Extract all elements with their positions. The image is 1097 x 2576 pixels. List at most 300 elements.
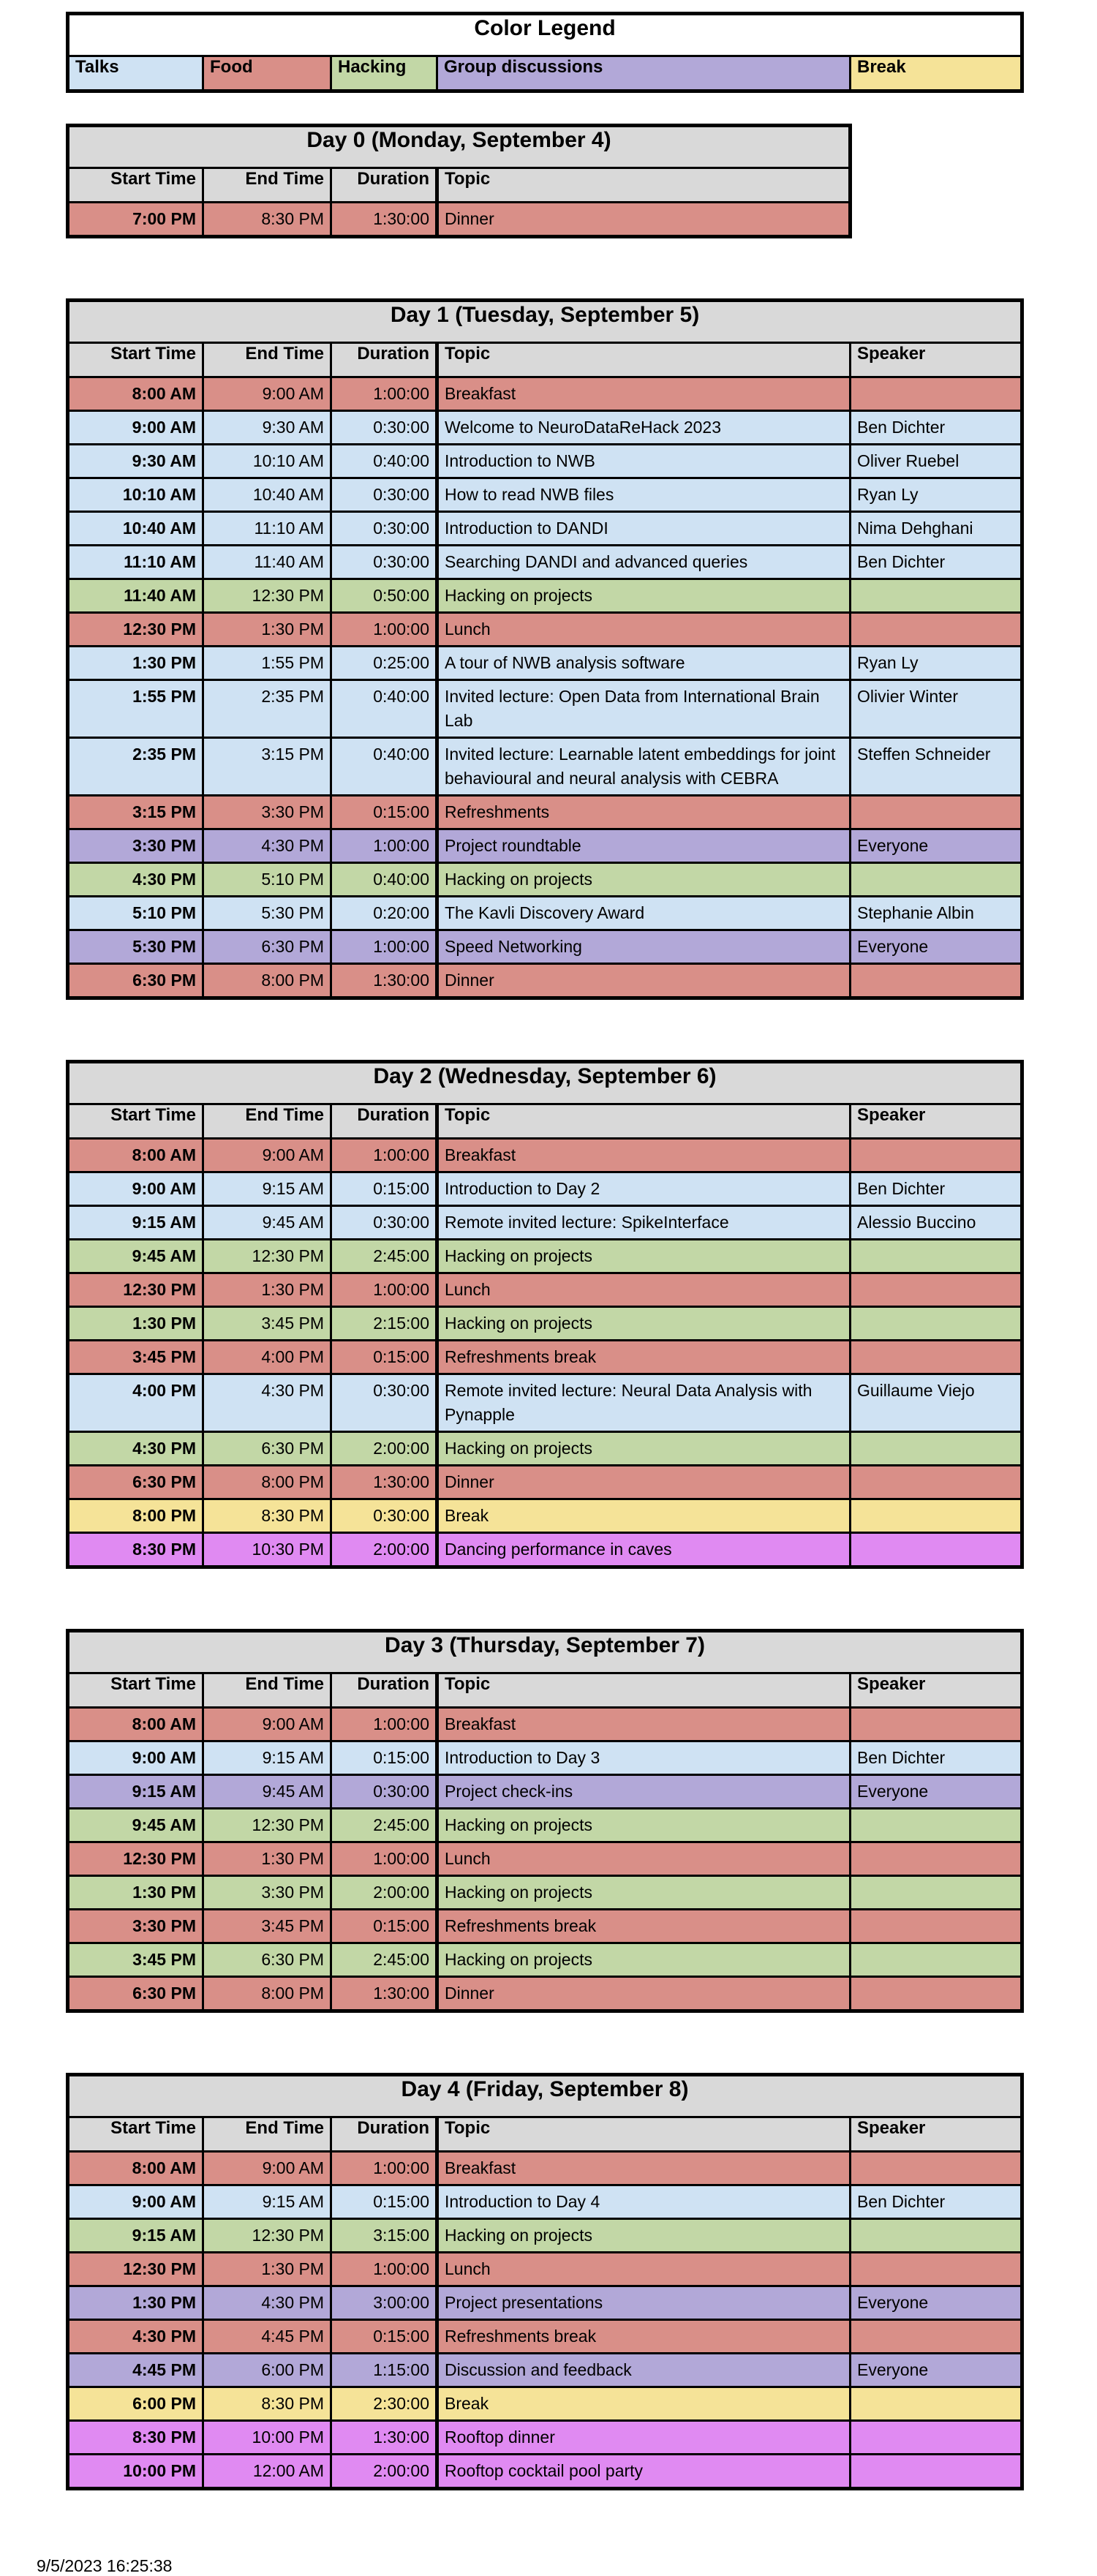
day-table-4 [66,2073,1024,2490]
duration-cell: 1:00:00 [331,829,437,863]
schedule-row [68,964,1022,998]
schedule-row [68,1432,1022,1466]
topic-cell: Dinner [437,964,851,998]
speaker-cell [851,1432,1022,1466]
end-cell: 3:15 PM [203,738,331,796]
topic-cell: Break [437,2387,851,2421]
topic-cell: Project presentations [437,2286,851,2320]
schedule-row [68,1910,1022,1943]
schedule-row [68,1708,1022,1741]
speaker-cell: Nima Dehghani [851,512,1022,546]
day-title: Day 0 (Monday, September 4) [68,126,851,168]
speaker-cell [851,2387,1022,2421]
schedule-row [68,1139,1022,1172]
duration-cell: 1:00:00 [331,1708,437,1741]
start-cell: 7:00 PM [68,203,203,237]
end-cell: 12:30 PM [203,579,331,613]
start-cell: 9:15 AM [68,2219,203,2253]
start-cell: 9:00 AM [68,1741,203,1775]
column-header-topic: Topic [437,168,851,203]
duration-cell: 0:15:00 [331,1172,437,1206]
end-cell: 11:40 AM [203,546,331,579]
column-header-topic: Topic [437,1104,851,1139]
topic-cell: Lunch [437,2253,851,2286]
duration-cell: 0:40:00 [331,445,437,478]
topic-cell: Welcome to NeuroDataReHack 2023 [437,411,851,445]
speaker-cell [851,964,1022,998]
duration-cell: 1:30:00 [331,964,437,998]
end-cell: 6:30 PM [203,930,331,964]
speaker-cell [851,579,1022,613]
column-header-row [68,343,1022,377]
topic-cell: Remote invited lecture: Neural Data Analysis with Pynapple [437,1374,851,1432]
duration-cell: 2:30:00 [331,2387,437,2421]
speaker-cell [851,2421,1022,2455]
topic-cell: Break [437,1499,851,1533]
schedule-row [68,1307,1022,1341]
duration-cell: 2:15:00 [331,1307,437,1341]
end-cell: 1:30 PM [203,2253,331,2286]
topic-cell: Dinner [437,1977,851,2011]
end-cell: 8:00 PM [203,964,331,998]
topic-cell: Rooftop cocktail pool party [437,2455,851,2489]
start-cell: 2:35 PM [68,738,203,796]
end-cell: 9:30 AM [203,411,331,445]
speaker-cell: Ben Dichter [851,411,1022,445]
duration-cell: 0:50:00 [331,579,437,613]
schedule-row [68,512,1022,546]
speaker-cell: Guillaume Viejo [851,1374,1022,1432]
start-cell: 4:30 PM [68,2320,203,2354]
schedule-row [68,1842,1022,1876]
end-cell: 9:00 AM [203,1708,331,1741]
end-cell: 3:45 PM [203,1307,331,1341]
duration-cell: 0:30:00 [331,546,437,579]
column-header-speaker: Speaker [851,343,1022,377]
schedule-row [68,1977,1022,2011]
legend-item-discussions: Group discussions [437,56,851,91]
start-cell: 8:00 AM [68,1708,203,1741]
topic-cell: Hacking on projects [437,2219,851,2253]
schedule-row [68,1499,1022,1533]
speaker-cell: Everyone [851,829,1022,863]
color-legend-table [66,12,1024,93]
speaker-cell [851,863,1022,897]
speaker-cell [851,1876,1022,1910]
duration-cell: 3:15:00 [331,2219,437,2253]
speaker-cell [851,377,1022,411]
duration-cell: 0:25:00 [331,647,437,680]
end-cell: 9:15 AM [203,1741,331,1775]
column-header-end: End Time [203,1104,331,1139]
start-cell: 1:30 PM [68,1876,203,1910]
start-cell: 8:00 PM [68,1499,203,1533]
schedule-row [68,2455,1022,2489]
topic-cell: Refreshments [437,796,851,829]
column-header-duration: Duration [331,1673,437,1708]
schedule-row [68,2253,1022,2286]
column-header-start: Start Time [68,1673,203,1708]
duration-cell: 1:30:00 [331,203,437,237]
duration-cell: 2:00:00 [331,1432,437,1466]
end-cell: 4:30 PM [203,829,331,863]
start-cell: 10:40 AM [68,512,203,546]
day-title: Day 4 (Friday, September 8) [68,2075,1022,2117]
end-cell: 9:15 AM [203,1172,331,1206]
column-header-end: End Time [203,2117,331,2152]
speaker-cell: Ben Dichter [851,546,1022,579]
schedule-row [68,2152,1022,2185]
column-header-start: Start Time [68,1104,203,1139]
end-cell: 6:00 PM [203,2354,331,2387]
speaker-cell: Everyone [851,2286,1022,2320]
speaker-cell [851,2253,1022,2286]
column-header-row [68,2117,1022,2152]
schedule-row [68,1876,1022,1910]
start-cell: 3:30 PM [68,1910,203,1943]
start-cell: 3:15 PM [68,796,203,829]
topic-cell: Hacking on projects [437,1307,851,1341]
end-cell: 4:30 PM [203,1374,331,1432]
duration-cell: 1:00:00 [331,930,437,964]
topic-cell: The Kavli Discovery Award [437,897,851,930]
duration-cell: 1:30:00 [331,1466,437,1499]
duration-cell: 1:30:00 [331,1977,437,2011]
end-cell: 12:30 PM [203,1809,331,1842]
start-cell: 3:45 PM [68,1943,203,1977]
topic-cell: Rooftop dinner [437,2421,851,2455]
day-title: Day 1 (Tuesday, September 5) [68,301,1022,343]
end-cell: 1:55 PM [203,647,331,680]
topic-cell: Lunch [437,1273,851,1307]
schedule-row [68,1466,1022,1499]
speaker-cell [851,1809,1022,1842]
day-title-row [68,2075,1022,2117]
duration-cell: 1:00:00 [331,2152,437,2185]
legend-item-talks: Talks [68,56,203,91]
duration-cell: 0:15:00 [331,2185,437,2219]
column-header-end: End Time [203,1673,331,1708]
start-cell: 9:45 AM [68,1240,203,1273]
column-header-speaker: Speaker [851,1673,1022,1708]
column-header-speaker: Speaker [851,2117,1022,2152]
topic-cell: Hacking on projects [437,1876,851,1910]
duration-cell: 1:00:00 [331,2253,437,2286]
duration-cell: 1:00:00 [331,1273,437,1307]
duration-cell: 0:30:00 [331,1775,437,1809]
speaker-cell: Everyone [851,930,1022,964]
start-cell: 10:00 PM [68,2455,203,2489]
speaker-cell [851,1977,1022,2011]
schedule-row [68,2320,1022,2354]
start-cell: 9:00 AM [68,2185,203,2219]
end-cell: 8:30 PM [203,2387,331,2421]
duration-cell: 2:00:00 [331,2455,437,2489]
end-cell: 10:30 PM [203,1533,331,1567]
duration-cell: 0:15:00 [331,1910,437,1943]
topic-cell: A tour of NWB analysis software [437,647,851,680]
end-cell: 4:00 PM [203,1341,331,1374]
start-cell: 1:55 PM [68,680,203,738]
speaker-cell [851,1533,1022,1567]
duration-cell: 0:30:00 [331,1374,437,1432]
end-cell: 8:00 PM [203,1977,331,2011]
schedule-row [68,1943,1022,1977]
start-cell: 1:30 PM [68,1307,203,1341]
legend-title: Color Legend [68,14,1022,56]
start-cell: 10:10 AM [68,478,203,512]
column-header-end: End Time [203,168,331,203]
start-cell: 4:30 PM [68,863,203,897]
speaker-cell [851,1240,1022,1273]
topic-cell: Speed Networking [437,930,851,964]
column-header-end: End Time [203,343,331,377]
day-table-3 [66,1629,1024,2013]
schedule-row [68,897,1022,930]
end-cell: 5:10 PM [203,863,331,897]
topic-cell: Discussion and feedback [437,2354,851,2387]
day-title-row [68,126,851,168]
end-cell: 4:30 PM [203,2286,331,2320]
start-cell: 6:30 PM [68,1977,203,2011]
start-cell: 8:00 AM [68,2152,203,2185]
start-cell: 12:30 PM [68,1842,203,1876]
column-header-topic: Topic [437,343,851,377]
schedule-row [68,2387,1022,2421]
topic-cell: Introduction to Day 4 [437,2185,851,2219]
speaker-cell [851,613,1022,647]
start-cell: 9:00 AM [68,411,203,445]
schedule-row [68,738,1022,796]
start-cell: 11:40 AM [68,579,203,613]
topic-cell: How to read NWB files [437,478,851,512]
topic-cell: Searching DANDI and advanced queries [437,546,851,579]
column-header-row [68,1104,1022,1139]
schedule-row [68,377,1022,411]
speaker-cell [851,1499,1022,1533]
start-cell: 12:30 PM [68,1273,203,1307]
topic-cell: Hacking on projects [437,1809,851,1842]
start-cell: 9:30 AM [68,445,203,478]
end-cell: 9:15 AM [203,2185,331,2219]
start-cell: 6:30 PM [68,964,203,998]
print-timestamp: 9/5/2023 16:25:38 [37,2556,173,2575]
end-cell: 1:30 PM [203,1842,331,1876]
speaker-cell [851,1273,1022,1307]
topic-cell: Hacking on projects [437,1240,851,1273]
topic-cell: Dinner [437,203,851,237]
schedule-row [68,796,1022,829]
schedule-row [68,1775,1022,1809]
speaker-cell [851,1307,1022,1341]
start-cell: 3:45 PM [68,1341,203,1374]
schedule-row [68,1341,1022,1374]
speaker-cell [851,1341,1022,1374]
schedule-row [68,863,1022,897]
topic-cell: Refreshments break [437,1910,851,1943]
day-table-0 [66,124,852,238]
topic-cell: Invited lecture: Learnable latent embeddings for joint behavioural and neural analysis with CEBRA [437,738,851,796]
end-cell: 8:30 PM [203,1499,331,1533]
topic-cell: Refreshments break [437,2320,851,2354]
speaker-cell: Olivier Winter [851,680,1022,738]
speaker-cell [851,1910,1022,1943]
start-cell: 8:30 PM [68,1533,203,1567]
start-cell: 5:30 PM [68,930,203,964]
end-cell: 12:00 AM [203,2455,331,2489]
schedule-row [68,613,1022,647]
end-cell: 9:00 AM [203,2152,331,2185]
speaker-cell: Steffen Schneider [851,738,1022,796]
end-cell: 10:40 AM [203,478,331,512]
end-cell: 1:30 PM [203,613,331,647]
end-cell: 10:10 AM [203,445,331,478]
schedule-row [68,2286,1022,2320]
duration-cell: 2:00:00 [331,1876,437,1910]
speaker-cell [851,2152,1022,2185]
speaker-cell [851,1842,1022,1876]
start-cell: 11:10 AM [68,546,203,579]
speaker-cell [851,2219,1022,2253]
schedule-row [68,829,1022,863]
end-cell: 3:30 PM [203,796,331,829]
end-cell: 3:30 PM [203,1876,331,1910]
end-cell: 8:00 PM [203,1466,331,1499]
start-cell: 4:45 PM [68,2354,203,2387]
end-cell: 12:30 PM [203,2219,331,2253]
duration-cell: 1:00:00 [331,1842,437,1876]
duration-cell: 0:40:00 [331,738,437,796]
start-cell: 6:30 PM [68,1466,203,1499]
duration-cell: 0:15:00 [331,796,437,829]
legend-item-break: Break [851,56,1022,91]
day-table-1 [66,298,1024,1000]
duration-cell: 0:20:00 [331,897,437,930]
end-cell: 9:00 AM [203,1139,331,1172]
duration-cell: 0:15:00 [331,2320,437,2354]
schedule-row [68,2185,1022,2219]
schedule-row [68,1273,1022,1307]
end-cell: 6:30 PM [203,1432,331,1466]
duration-cell: 1:15:00 [331,2354,437,2387]
start-cell: 9:00 AM [68,1172,203,1206]
topic-cell: Breakfast [437,377,851,411]
start-cell: 8:30 PM [68,2421,203,2455]
schedule-row [68,1374,1022,1432]
duration-cell: 0:30:00 [331,411,437,445]
start-cell: 6:00 PM [68,2387,203,2421]
duration-cell: 2:00:00 [331,1533,437,1567]
topic-cell: Hacking on projects [437,863,851,897]
end-cell: 11:10 AM [203,512,331,546]
start-cell: 9:45 AM [68,1809,203,1842]
start-cell: 9:15 AM [68,1206,203,1240]
duration-cell: 0:40:00 [331,863,437,897]
duration-cell: 0:40:00 [331,680,437,738]
speaker-cell: Ben Dichter [851,1741,1022,1775]
speaker-cell: Oliver Ruebel [851,445,1022,478]
speaker-cell [851,1943,1022,1977]
schedule-row [68,445,1022,478]
topic-cell: Introduction to Day 3 [437,1741,851,1775]
topic-cell: Remote invited lecture: SpikeInterface [437,1206,851,1240]
topic-cell: Lunch [437,613,851,647]
start-cell: 12:30 PM [68,2253,203,2286]
speaker-cell [851,1139,1022,1172]
topic-cell: Introduction to NWB [437,445,851,478]
end-cell: 9:00 AM [203,377,331,411]
duration-cell: 1:00:00 [331,377,437,411]
schedule-row [68,930,1022,964]
schedule-row [68,2354,1022,2387]
column-header-row [68,1673,1022,1708]
start-cell: 1:30 PM [68,2286,203,2320]
column-header-duration: Duration [331,1104,437,1139]
column-header-speaker: Speaker [851,1104,1022,1139]
duration-cell: 1:30:00 [331,2421,437,2455]
topic-cell: Invited lecture: Open Data from International Brain Lab [437,680,851,738]
schedule-row [68,1533,1022,1567]
schedule-row [68,1741,1022,1775]
day-title: Day 3 (Thursday, September 7) [68,1631,1022,1673]
topic-cell: Dinner [437,1466,851,1499]
speaker-cell [851,796,1022,829]
schedule-tables [66,12,1097,2490]
column-header-start: Start Time [68,2117,203,2152]
start-cell: 4:30 PM [68,1432,203,1466]
start-cell: 8:00 AM [68,1139,203,1172]
start-cell: 9:15 AM [68,1775,203,1809]
start-cell: 3:30 PM [68,829,203,863]
duration-cell: 1:00:00 [331,1139,437,1172]
speaker-cell: Everyone [851,2354,1022,2387]
topic-cell: Breakfast [437,2152,851,2185]
column-header-start: Start Time [68,343,203,377]
duration-cell: 0:30:00 [331,1499,437,1533]
duration-cell: 0:30:00 [331,478,437,512]
legend-items-row [68,56,1022,91]
schedule-row [68,478,1022,512]
topic-cell: Breakfast [437,1139,851,1172]
duration-cell: 0:15:00 [331,1341,437,1374]
column-header-topic: Topic [437,2117,851,2152]
column-header-start: Start Time [68,168,203,203]
speaker-cell: Alessio Buccino [851,1206,1022,1240]
topic-cell: Breakfast [437,1708,851,1741]
day-title-row [68,1631,1022,1673]
speaker-cell: Everyone [851,1775,1022,1809]
column-header-duration: Duration [331,168,437,203]
topic-cell: Refreshments break [437,1341,851,1374]
day-title-row [68,301,1022,343]
speaker-cell: Ryan Ly [851,647,1022,680]
speaker-cell [851,1708,1022,1741]
schedule-row [68,579,1022,613]
column-header-duration: Duration [331,2117,437,2152]
duration-cell: 3:00:00 [331,2286,437,2320]
schedule-row [68,2219,1022,2253]
topic-cell: Project roundtable [437,829,851,863]
duration-cell: 0:30:00 [331,512,437,546]
duration-cell: 1:00:00 [331,613,437,647]
topic-cell: Hacking on projects [437,1943,851,1977]
duration-cell: 2:45:00 [331,1943,437,1977]
start-cell: 4:00 PM [68,1374,203,1432]
legend-item-hacking: Hacking [331,56,437,91]
day-title-row [68,1062,1022,1104]
speaker-cell [851,2320,1022,2354]
speaker-cell: Stephanie Albin [851,897,1022,930]
